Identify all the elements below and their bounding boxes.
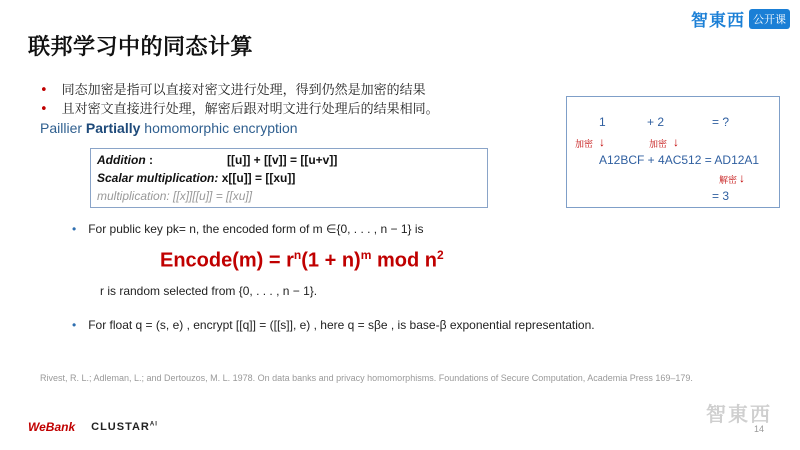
formula-mid: (1 + n) [301,249,361,272]
clustar-logo-sup: AI [149,421,158,428]
arrow-down-icon: ↓ [673,135,679,149]
multiplication-row: multiplication: [[x]][[u]] = [[xu]] [97,189,253,203]
public-key-bullet [72,222,424,236]
bullet-dot-icon: • [72,222,77,236]
page-number: 14 [753,424,764,434]
bullet-dot-icon: • [40,102,48,117]
addition-value-text: [[u]] + [[v]] = [[u+v]] [227,153,338,167]
brand-logo-text: 智東西 [691,11,745,31]
paillier-heading [40,120,298,136]
reference-citation: Rivest, R. L.; Adleman, L.; and Dertouzos, M. L. 1978. On data banks and privacy homomorphisms. Foundations of Secure Computation, Academia Press 169–179. [40,373,693,383]
addition-row [97,153,153,167]
formula-sup-2: 2 [436,248,444,262]
arrow-down-icon: ↓ [739,171,745,185]
plaintext-equals: = ? [712,115,730,129]
ciphertext-line: A12BCF + 4AC512 = AD12A1 [599,153,760,167]
clustar-logo [91,421,158,433]
random-text: r is random selected from {0, . . . , n − 1}. [100,284,318,298]
float-bullet [72,318,595,332]
webank-logo: WeBank [28,420,76,434]
bullet-dot-icon: • [72,318,77,332]
encode-formula [160,248,444,273]
addition-label: Addition [97,153,146,167]
footer-logos [28,420,158,434]
encrypt-label: 加密 [649,139,668,149]
addition-colon: : [145,153,153,167]
watermark-logo: 智東西 [706,404,772,426]
brand-logo-badge: 公开课 [749,9,790,29]
plaintext-one: 1 [599,115,606,129]
bullet-text: 且对密文直接进行处理，解密后跟对明文进行处理后的结果相同。 [61,102,439,117]
definitions-box [90,148,488,208]
scalar-value: x[[u]] = [[xu]] [218,171,296,185]
formula-sup-m: m [360,248,372,262]
public-key-text: For public key pk= n, the encoded form of m ∈{0, . . . , n − 1} is [88,222,424,236]
addition-value [227,153,337,167]
bullet-item [40,79,426,98]
bullet-text: 同态加密是指可以直接对密文进行处理，得到仍然是加密的结果 [61,83,426,98]
arrow-down-icon: ↓ [599,135,605,149]
scalar-row [97,171,295,185]
paillier-bold: Partially [85,120,141,136]
bullet-item [40,98,439,117]
encrypt-label: 加密 [575,139,594,149]
example-box [566,96,780,208]
result-line: = 3 [712,189,730,203]
clustar-logo-text: CLUSTAR [91,421,150,433]
float-text: For float q = (s, e) , encrypt [[q]] = ([[s]], e) , here q = sβe , is base-β exponential representation. [88,318,595,332]
page-title: 联邦学习中的同态计算 [28,35,254,60]
paillier-suffix: homomorphic encryption [140,120,298,136]
formula-main: Encode(m) = r [160,249,294,272]
brand-logo [691,6,790,31]
paillier-prefix: Paillier [40,120,86,136]
plaintext-plus-two: + 2 [647,115,665,129]
formula-end: mod n [371,249,437,272]
bullet-dot-icon: • [40,83,48,98]
scalar-label: Scalar multiplication: [97,171,219,185]
decrypt-label: 解密 [719,175,738,185]
formula-sup-n: n [293,248,302,262]
